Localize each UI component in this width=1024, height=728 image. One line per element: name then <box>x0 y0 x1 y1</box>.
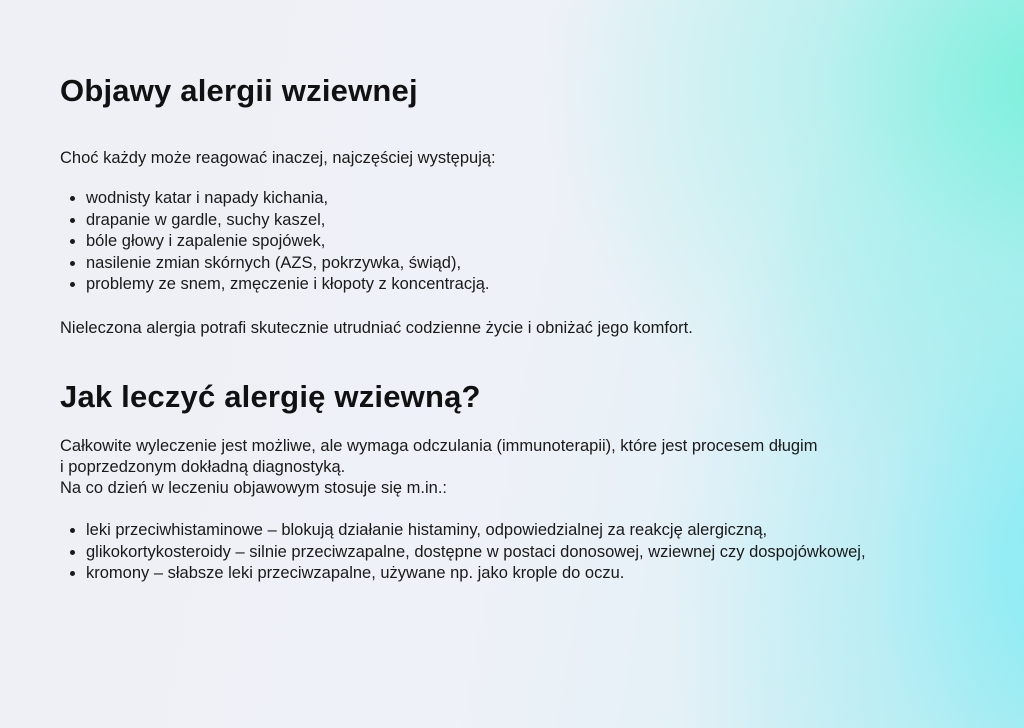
treatment-intro-line: Całkowite wyleczenie jest możliwe, ale wymaga odczulania (immunoterapii), które jest procesem długim <box>60 437 818 455</box>
list-item: • nasilenie zmian skórnych (AZS, pokrzywka, świąd), <box>86 253 966 275</box>
list-item: • problemy ze snem, zmęczenie i kłopoty z koncentracją. <box>86 274 966 296</box>
section-heading-treatment: Jak leczyć alergię wziewną? <box>60 379 481 414</box>
symptoms-intro: Choć każdy może reagować inaczej, najczęściej występują: <box>60 149 496 167</box>
treatment-list <box>60 520 906 585</box>
symptoms-note: Nieleczona alergia potrafi skutecznie utrudniać codzienne życie i obniżać jego komfort. <box>60 319 693 337</box>
list-item: • bóle głowy i zapalenie spojówek, <box>86 231 966 253</box>
list-item: • glikokortykosteroidy – silnie przeciwzapalne, dostępne w postaci donosowej, wziewnej czy dospojówkowej, <box>86 542 906 564</box>
section-heading-symptoms: Objawy alergii wziewnej <box>60 73 418 108</box>
list-item: • drapanie w gardle, suchy kaszel, <box>86 210 966 232</box>
list-item: • kromony – słabsze leki przeciwzapalne, używane np. jako krople do oczu. <box>86 563 906 585</box>
treatment-intro <box>60 436 940 499</box>
treatment-intro-line: i poprzedzonym dokładną diagnostyką. <box>60 458 346 476</box>
symptoms-list <box>60 188 966 296</box>
treatment-intro-line: Na co dzień w leczeniu objawowym stosuje się m.in.: <box>60 479 448 497</box>
list-item: • wodnisty katar i napady kichania, <box>86 188 966 210</box>
list-item: • leki przeciwhistaminowe – blokują działanie histaminy, odpowiedzialnej za reakcję alergiczną, <box>86 520 906 542</box>
